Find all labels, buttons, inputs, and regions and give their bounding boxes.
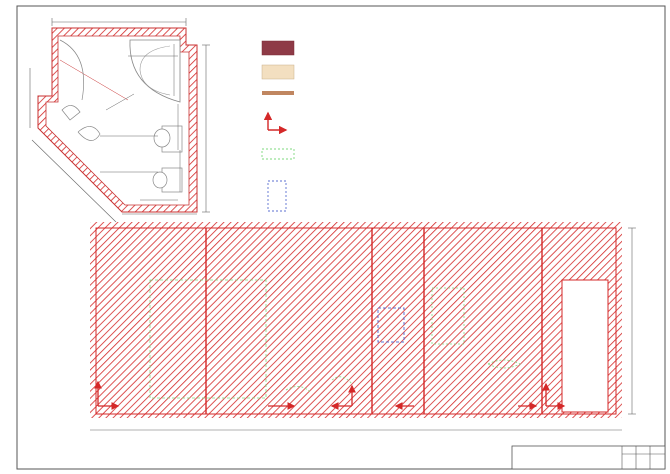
legend [262, 41, 294, 211]
wall-elevation [90, 222, 636, 430]
legend-swatch-cream [262, 65, 294, 79]
legend-swatch-brown [262, 41, 294, 55]
floor-plan [30, 18, 210, 222]
legend-swatch-border [262, 91, 294, 95]
legend-hatch-swatch [268, 181, 286, 211]
direction-arrow-icon [268, 113, 286, 130]
title-stamp [512, 446, 665, 469]
legend-box-swatch [262, 149, 294, 159]
door-opening [562, 280, 608, 412]
